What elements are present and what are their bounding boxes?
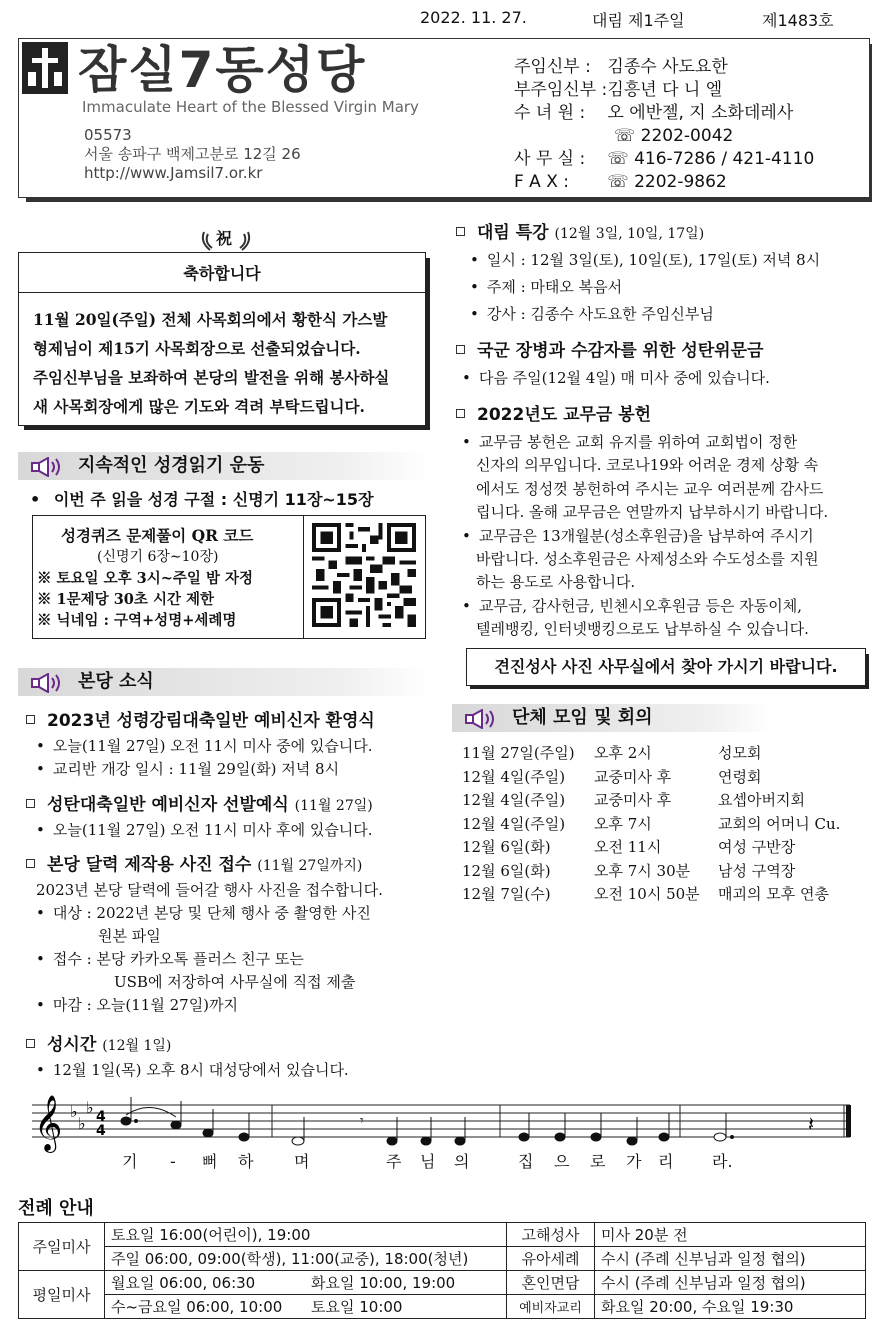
section-title: 단체 모임 및 회의: [512, 707, 653, 728]
lyric: 주: [386, 1152, 402, 1171]
military-donation: [456, 336, 770, 390]
speaker-icon: [462, 709, 502, 729]
svg-text:𝄾: 𝄾: [360, 1113, 364, 1129]
sacrament-label: 혼인면담: [507, 1271, 595, 1295]
lyric: 라.: [712, 1152, 733, 1171]
item-title-text: 대림 특강: [477, 223, 549, 243]
item-line: [470, 301, 820, 328]
item-line-text: 오늘(11월 27일) 오전 11시 미사 중에 있습니다.: [52, 737, 373, 755]
item-line-cont: 원본 파일: [98, 927, 161, 945]
item-line-text: 대상 : 2022년 본당 및 단체 행사 중 촬영한 사진: [52, 904, 371, 922]
meeting-time: 교중미사 후: [594, 767, 672, 786]
meeting-group: 여성 구반장: [718, 838, 796, 856]
meeting-row: [462, 766, 840, 790]
staff-label: 사 무 실 :: [514, 149, 586, 169]
meeting-date: 12월 4일(주일): [462, 814, 566, 833]
qr-code-icon[interactable]: [312, 522, 416, 628]
table-row: [19, 1271, 866, 1295]
staff-label: 수 녀 원 :: [514, 103, 586, 123]
item-line-text: 교무금 봉헌은 교회 유지를 위하여 교회법이 정한: [478, 433, 798, 451]
meeting-time: 교중미사 후: [594, 791, 672, 809]
street-address: 서울 송파구 백제고분로 12길 26: [84, 145, 301, 163]
parish-item-welcome: [26, 706, 375, 781]
svg-text:♭: ♭: [78, 1114, 86, 1133]
item-title-text: 성탄대축일반 예비신자 선발예식: [47, 795, 289, 815]
congrats-line: 형제님이 제15기 사목회장으로 선출되었습니다.: [33, 339, 361, 358]
quiz-subtitle: (신명기 6장∼10장): [97, 549, 219, 565]
item-line: [470, 274, 820, 301]
staff-row: [514, 125, 814, 148]
quiz-rule: ※ 닉네임 : 구역+성명+세례명: [37, 612, 237, 629]
meeting-group: 요셉아버지회: [718, 791, 805, 809]
table-row: [19, 1295, 866, 1319]
meeting-group: 교회의 어머니 Cu.: [718, 814, 841, 833]
item-note: (12월 3일, 10일, 17일): [554, 226, 705, 242]
staff-row: [514, 56, 814, 79]
sacrament-label: 예비자교리: [507, 1295, 595, 1319]
item-line-text: 주제 : 마태오 복음서: [486, 278, 623, 296]
congrats-body: [19, 293, 425, 421]
item-line-text: 교리반 개강 일시 : 11월 29일(화) 저녁 8시: [52, 760, 340, 778]
lyric: 가: [626, 1152, 642, 1171]
item-line-cont: 텔레뱅킹, 인터넷뱅킹으로도 납부하실 수 있습니다.: [476, 619, 809, 638]
meeting-time: 오전 11시: [594, 838, 662, 856]
table-row: [19, 1247, 866, 1271]
svg-text:♭: ♭: [70, 1102, 78, 1121]
issue-date: 2022. 11. 27.: [420, 8, 527, 27]
church-logo-icon: [22, 42, 68, 94]
meeting-time: 오후 7시: [594, 814, 652, 833]
item-line-text: 접수 : 본당 카카오톡 플러스 친구 또는: [52, 950, 304, 968]
speaker-icon: [28, 457, 68, 477]
item-title-text: 2022년도 교무금 봉헌: [477, 405, 652, 425]
advent-lecture: [456, 218, 820, 328]
item-line: [36, 994, 383, 1017]
mass-time: [105, 1295, 507, 1319]
item-line: [36, 948, 383, 971]
item-title: [26, 850, 383, 875]
issue-line: [420, 8, 870, 31]
mass-time: 토요일 16:00(어린이), 19:00: [105, 1223, 507, 1247]
item-title-text: 성시간: [47, 1035, 97, 1055]
tax-paragraph: [462, 595, 870, 642]
box-shadow: [470, 686, 869, 689]
quiz-title: 성경퀴즈 문제풀이 QR 코드: [61, 526, 254, 545]
item-line: [462, 595, 870, 618]
bible-this-week: [30, 488, 374, 511]
sacrament-value: 수시 (주례 신부님과 일정 협의): [595, 1271, 866, 1295]
website-link[interactable]: http://www.Jamsil7.or.kr: [84, 164, 263, 182]
meeting-row: [462, 789, 840, 813]
church-subtitle: Immaculate Heart of the Blessed Virgin Mary: [82, 98, 419, 116]
item-line-cont: 바랍니다. 성소후원금은 사제성소와 수도성소를 지원: [476, 549, 819, 568]
church-address: [84, 126, 301, 183]
item-title: [456, 400, 870, 425]
staff-label: 주임신부 :: [514, 57, 591, 77]
section-bible-reading: [18, 452, 426, 480]
staff-label: F A X :: [514, 172, 569, 192]
item-title: [456, 336, 770, 361]
meeting-date: 12월 7일(수): [462, 885, 551, 903]
item-note: (11월 27일까지): [257, 858, 363, 874]
lyric: -: [170, 1152, 176, 1171]
mass-time: [105, 1271, 507, 1295]
sacrament-value: 수시 (주례 신부님과 일정 협의): [595, 1247, 866, 1271]
item-title-text: 국군 장병과 수감자를 위한 성탄위문금: [477, 341, 764, 361]
confirmation-photo-notice: 견진성사 사진 사무실에서 찾아 가시기 바랍니다.: [466, 648, 866, 686]
mass-time-part: 화요일 10:00, 19:00: [311, 1274, 456, 1292]
meeting-date: 12월 6일(화): [462, 838, 551, 856]
lyric: 의: [454, 1152, 470, 1171]
box-shadow: [426, 258, 430, 430]
item-line-text: 교무금은 13개월분(성소후원금)을 납부하여 주시기: [478, 526, 814, 545]
parish-item-calendar: [26, 850, 383, 1017]
quiz-rule: ※ 토요일 오후 3시~주일 밤 자정: [37, 570, 254, 587]
item-note: (11월 27일): [294, 798, 373, 814]
meeting-row: [462, 813, 840, 837]
svg-text:𝄽: 𝄽: [808, 1112, 815, 1136]
item-line: [470, 247, 820, 274]
item-title: [456, 218, 820, 243]
item-line: [36, 735, 375, 758]
meetings-list: [462, 742, 840, 907]
sacrament-value: 미사 20분 전: [595, 1223, 866, 1247]
calendar-intro: 2023년 본당 달력에 들어갈 행사 사진을 접수합니다.: [36, 881, 383, 899]
staff-row: [514, 171, 814, 194]
staff-value: 김흥년 다 니 엘: [607, 80, 723, 100]
meeting-group: 성모회: [718, 744, 762, 762]
item-note: (12월 1일): [102, 1038, 172, 1054]
staff-label: 부주임신부 :: [514, 80, 608, 100]
staff-row: [514, 148, 814, 171]
congrats-title: 축하합니다: [183, 264, 261, 283]
item-line-text: 12월 1일(목) 오후 8시 대성당에서 있습니다.: [52, 1061, 349, 1079]
item-line-text: 일시 : 12월 3일(토), 10일(토), 17일(토) 저녁 8시: [486, 251, 821, 269]
meeting-date: 12월 4일(주일): [462, 791, 566, 809]
item-line-cont: USB에 저장하여 사무실에 직접 제출: [114, 973, 356, 991]
item-line: [462, 431, 870, 454]
mass-time-part: 수~금요일 06:00, 10:00: [111, 1298, 283, 1316]
item-line-text: 오늘(11월 27일) 오전 11시 미사 후에 있습니다.: [52, 821, 373, 839]
quiz-rules: [37, 568, 253, 631]
item-title-text: 본당 달력 제작용 사진 접수: [47, 855, 252, 875]
staff-value: ☏ 2202-9862: [607, 172, 727, 192]
item-line-text: 강사 : 김종수 사도요한 주임신부님: [486, 305, 714, 323]
item-line: [462, 525, 870, 548]
lyric: 집: [518, 1152, 534, 1171]
staff-value: 김종수 사도요한: [607, 57, 728, 77]
church-name: 잠실7동성당: [78, 41, 367, 99]
mass-time: 주일 06:00, 09:00(학생), 11:00(교중), 18:00(청년): [105, 1247, 507, 1271]
svg-text:4: 4: [96, 1109, 106, 1125]
treble-clef-icon: 𝄞: [34, 1095, 63, 1151]
lyric: 리: [658, 1152, 674, 1171]
lyric: 며: [294, 1152, 310, 1171]
item-title: [26, 1030, 349, 1055]
item-line-text: 다음 주일(12월 4일) 매 미사 중에 있습니다.: [478, 369, 770, 387]
item-line-cont: 립니다. 올해 교무금은 연말까지 납부하시기 바랍니다.: [476, 503, 829, 521]
box-shadow: [24, 426, 430, 430]
meeting-group: 매괴의 모후 연총: [718, 885, 829, 903]
staff-value: ☏ 2202-0042: [614, 126, 734, 146]
meeting-row: [462, 742, 840, 766]
box-shadow: [866, 654, 869, 689]
issue-number: 제1483호: [762, 11, 834, 30]
badge-char: 祝: [216, 229, 233, 248]
meeting-date: 12월 6일(화): [462, 861, 551, 880]
congrats-line: 11월 20일(주일) 전체 사목회의에서 황한식 가스발: [33, 310, 388, 329]
liturgy-table: [18, 1222, 866, 1319]
parish-item-holy-hour: [26, 1030, 349, 1082]
liturgical-season: 대림 제1주일: [592, 11, 685, 30]
svg-text:4: 4: [96, 1123, 106, 1139]
item-title-text: 2023년 성령강림대축일반 예비신자 환영식: [47, 711, 375, 731]
item-line: [36, 819, 373, 842]
tax-paragraph: [462, 431, 870, 525]
item-line-cont: 에서도 정성껏 봉헌하여 주시는 교우 여러분께 감사드: [476, 479, 824, 498]
staff-value: 오 에반젤, 지 소화데레사: [607, 103, 794, 123]
item-line: [36, 902, 383, 925]
lyric: 님: [420, 1152, 436, 1171]
meeting-row: [462, 836, 840, 860]
item-title: [26, 706, 375, 731]
meeting-time: 오후 7시 30분: [594, 861, 691, 880]
church-tax: [456, 400, 870, 641]
meeting-date: 11월 27일(주일): [462, 744, 575, 762]
sacrament-value: 화요일 20:00, 수요일 19:30: [595, 1295, 866, 1319]
lyric: 하: [238, 1152, 254, 1171]
bible-text: 이번 주 읽을 성경 구절 : 신명기 11장∼15장: [53, 490, 374, 509]
item-line-cont: 신자의 의무입니다. 코로나19와 어려운 경제 상황 속: [476, 456, 819, 474]
tax-paragraph: [462, 525, 870, 595]
music-score: [30, 1095, 856, 1175]
mass-time-part: 토요일 10:00: [311, 1298, 403, 1316]
svg-text:♭: ♭: [86, 1098, 94, 1117]
mass-label: 주일미사: [19, 1223, 105, 1271]
meeting-time: 오후 2시: [594, 744, 652, 762]
meeting-date: 12월 4일(주일): [462, 767, 566, 786]
staff-row: [514, 79, 814, 102]
mass-label: 평일미사: [19, 1271, 105, 1319]
congrats-line: 주임신부님을 보좌하여 본당의 발전을 위해 봉사하실: [33, 368, 390, 387]
item-title: [26, 790, 373, 815]
item-line-text: 교무금, 감사헌금, 빈첸시오후원금 등은 자동이체,: [478, 596, 803, 615]
item-line-cont: 하는 용도로 사용합니다.: [476, 573, 636, 591]
item-line: [462, 367, 770, 390]
meeting-time: 오전 10시 50분: [594, 885, 700, 903]
mass-time-part: 월요일 06:00, 06:30: [111, 1274, 256, 1292]
sacrament-label: 유아세례: [507, 1247, 595, 1271]
meeting-row: [462, 860, 840, 884]
meeting-group: 남성 구역장: [718, 861, 796, 880]
lyric: 로: [590, 1152, 606, 1171]
section-parish-news: [18, 668, 426, 696]
item-line-text: 마감 : 오늘(11월 27일)까지: [52, 996, 239, 1014]
staff-value: ☏ 416-7286 / 421-4110: [607, 149, 815, 169]
table-row: [19, 1223, 866, 1247]
section-title: 본당 소식: [78, 671, 154, 692]
meeting-row: [462, 883, 840, 907]
lyrics: [122, 1152, 733, 1171]
section-meetings: [452, 704, 772, 732]
congrats-box: [18, 252, 426, 426]
staff-row: [514, 102, 814, 125]
liturgy-title: 전례 안내: [18, 1198, 94, 1219]
lyric: 으: [554, 1152, 570, 1171]
sacrament-label: 고해성사: [507, 1223, 595, 1247]
quiz-divider: [303, 516, 304, 638]
staff-list: [514, 56, 814, 194]
item-line: [36, 758, 375, 781]
parish-item-selection: [26, 790, 373, 842]
congrats-line: 새 사목회장에게 많은 기도와 격려 부탁드립니다.: [33, 397, 365, 416]
item-line: [36, 1059, 349, 1082]
quiz-rule: ※ 1문제당 30초 시간 제한: [37, 591, 215, 608]
speaker-icon: [28, 673, 68, 693]
meeting-group: 연령회: [718, 767, 762, 786]
section-title: 지속적인 성경읽기 운동: [78, 455, 265, 476]
lyric: 뻐: [202, 1152, 218, 1171]
lyric: 기: [122, 1152, 138, 1171]
postal-code: 05573: [84, 126, 132, 144]
